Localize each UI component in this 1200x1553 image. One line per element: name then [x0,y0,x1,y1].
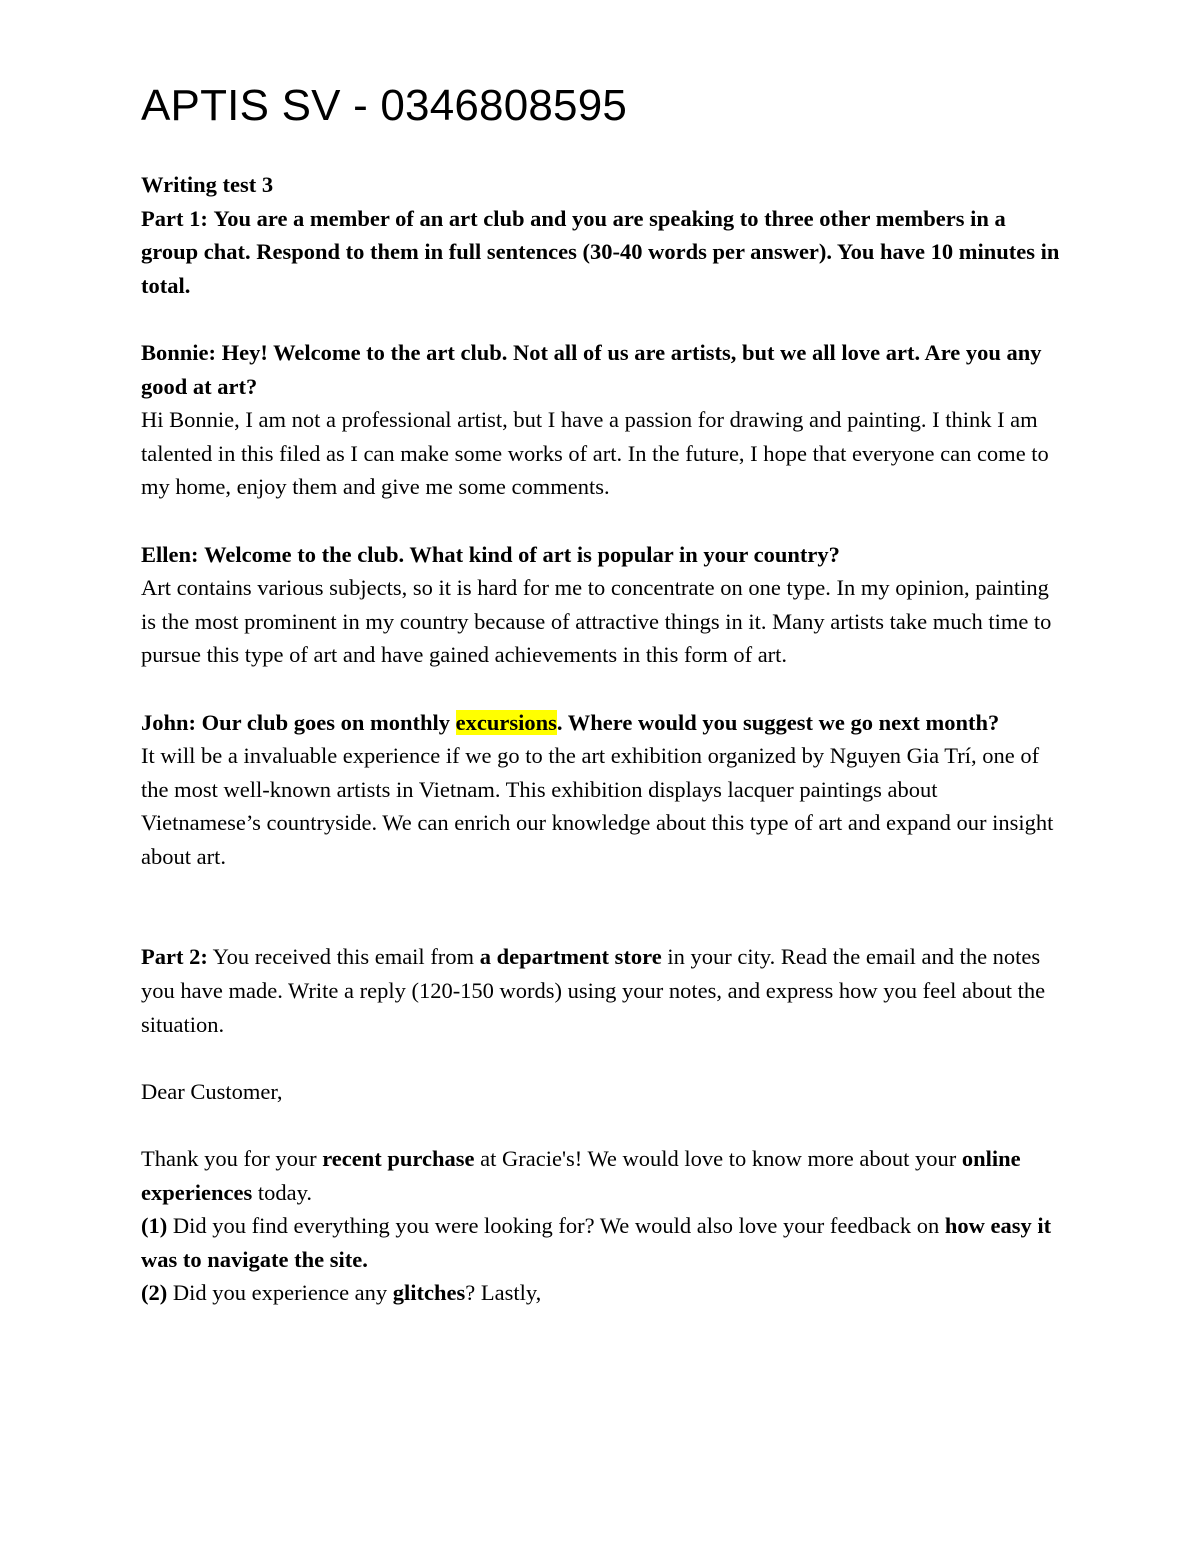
part2-label: Part 2: [141,944,208,970]
question-text: Hey! Welcome to the art club. Not all of us are artists, but we all love art. Are you any good at art? [141,339,1042,399]
question-text: Welcome to the club. What kind of art is popular in your country? [204,541,840,567]
part1-label: Part 1: [141,205,208,231]
page-title: APTIS SV - 0346808595 [141,81,628,130]
bonnie-question [141,336,1061,403]
department-store-text: a department store [479,944,662,970]
email-paragraph: Thank you for your recent purchase at Gracie's! We would love to know more about your online experiences today. [141,1146,1021,1205]
bonnie-answer: Hi Bonnie, I am not a professional artist, but I have a passion for drawing and painting. I think I am talented in this filed as I can make some works of art. In the future, I hope that everyone can come to my home, enjoy them and give me some comments. [141,407,1049,500]
ellen-question [141,538,1061,572]
part1-instructions-text: You are a member of an art club and you are speaking to three other members in a group chat. Respond to them in full sentences (30-40 words per answer). You have 10 minutes in total. [141,205,1060,298]
part1-instructions [141,202,1061,303]
john-answer: It will be a invaluable experience if we go to the art exhibition organized by Nguyen Gia Trí, one of the most well-known artists in Vietnam. This exhibition displays lacquer paintings about Vietnamese’s countryside. We can enrich our knowledge about this type of art and expand our insight about art. [141,743,1054,869]
email-question-1: (1) Did you find everything you were looking for? We would also love your feedback on how easy it was to navigate the site. [141,1213,1052,1272]
email-greeting: Dear Customer, [141,1078,283,1104]
email-question-2: (2) Did you experience any glitches? Lastly, [141,1280,542,1306]
highlighted-word: excursions [455,709,557,735]
ellen-answer: Art contains various subjects, so it is hard for me to concentrate on one type. In my opinion, painting is the most prominent in my country because of attractive things in it. Many artists take much time to pursue this type of art and have gained achievements in this form of art. [141,575,1052,668]
test-title: Writing test 3 [141,172,274,197]
speaker-name: Ellen: [141,541,199,567]
question-text-after: . Where would you suggest we go next month? [556,709,1000,735]
document-page [141,76,1061,1310]
question-text-before: Our club goes on monthly [201,709,451,735]
speaker-name: John: [141,709,197,735]
part2-instructions: Part 2: You received this email from a department store in your city. Read the email and the notes you have made. Write a reply (120-150 words) using your notes, and express how you feel about the situation. [141,944,1046,1037]
john-question [141,706,1061,740]
speaker-name: Bonnie: [141,339,217,365]
